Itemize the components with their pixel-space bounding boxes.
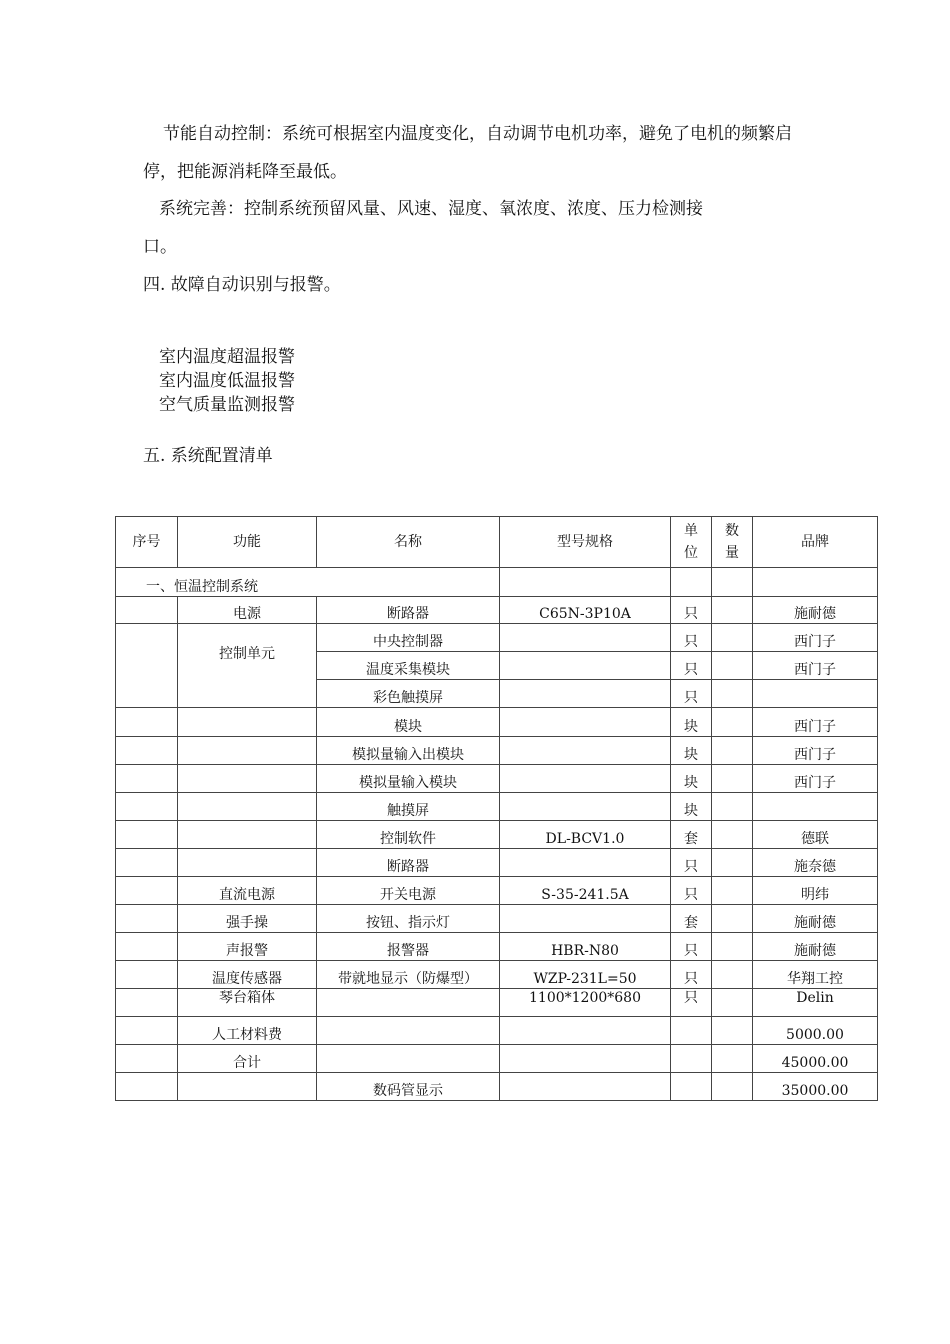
- table-row: [116, 849, 878, 877]
- cell-model: C65N-3P10A: [500, 597, 671, 624]
- cell-brand: [753, 680, 878, 708]
- cell-name: [317, 1017, 500, 1045]
- cell-func: [178, 1073, 317, 1101]
- cell-name: [317, 989, 500, 1017]
- cell-name: 模拟量输入出模块: [317, 737, 500, 765]
- table-row: [116, 877, 878, 905]
- table-group-row: [116, 568, 878, 597]
- cell-name: 断路器: [317, 597, 500, 624]
- header-brand: 品牌: [753, 517, 878, 568]
- cell-model: [500, 1073, 671, 1101]
- header-unit-b: 位: [684, 545, 698, 561]
- cell-func: [178, 793, 317, 821]
- cell-brand: 华翔工控: [753, 961, 878, 989]
- cell-model: [500, 708, 671, 737]
- cell-name: 中央控制器: [317, 624, 500, 652]
- cell-brand: 施奈德: [753, 849, 878, 877]
- cell-model: [500, 793, 671, 821]
- cell-brand: 施耐德: [753, 933, 878, 961]
- cell-name: 数码管显示: [317, 1073, 500, 1101]
- cell-unit: 只: [671, 680, 712, 708]
- cell-brand: 西门子: [753, 652, 878, 680]
- cell-unit: 只: [671, 877, 712, 905]
- header-model: 型号规格: [500, 517, 671, 568]
- cell-brand: Delin: [753, 989, 878, 1017]
- header-unit-a: 单: [684, 523, 698, 539]
- table-row: [116, 793, 878, 821]
- section-heading-4: 四. 故障自动识别与报警。: [143, 275, 341, 295]
- cell-func: 控制单元: [178, 624, 317, 708]
- header-func: 功能: [178, 517, 317, 568]
- cell-func: 声报警: [178, 933, 317, 961]
- cell-func: 合计: [178, 1045, 317, 1073]
- cell-func: [178, 821, 317, 849]
- table-row: [116, 989, 878, 1017]
- table-row: [116, 597, 878, 624]
- cell-name: 开关电源: [317, 877, 500, 905]
- cell-name: 模拟量输入模块: [317, 765, 500, 793]
- cell-model: S-35-241.5A: [500, 877, 671, 905]
- header-name: 名称: [317, 517, 500, 568]
- cell-model: DL-BCV1.0: [500, 821, 671, 849]
- cell-unit: 套: [671, 905, 712, 933]
- cell-brand: 德联: [753, 821, 878, 849]
- cell-model: [500, 849, 671, 877]
- paragraph-energy-line2: 停，把能源消耗降至最低。: [143, 162, 347, 182]
- header-seq: 序号: [116, 517, 178, 568]
- cell-name: 断路器: [317, 849, 500, 877]
- table-row: [116, 821, 878, 849]
- cell-func: 琴台箱体: [178, 989, 317, 1017]
- cell-func: 人工材料费: [178, 1017, 317, 1045]
- cell-name: 控制软件: [317, 821, 500, 849]
- table-row: [116, 1045, 878, 1073]
- table-row: [116, 624, 878, 652]
- header-qty: [712, 517, 753, 568]
- cell-name: 模块: [317, 708, 500, 737]
- paragraph-system-line2: 口。: [143, 237, 177, 257]
- cell-model: [500, 624, 671, 652]
- cell-model: 1100*1200*680: [500, 989, 671, 1017]
- cell-brand: 35000.00: [753, 1073, 878, 1101]
- table-header-row: [116, 517, 878, 568]
- cell-model: [500, 652, 671, 680]
- cell-name: 触摸屏: [317, 793, 500, 821]
- cell-brand: 明纬: [753, 877, 878, 905]
- cell-unit: 块: [671, 765, 712, 793]
- cell-func: 电源: [178, 597, 317, 624]
- table-row: [116, 1017, 878, 1045]
- cell-func: [178, 849, 317, 877]
- cell-brand: 西门子: [753, 624, 878, 652]
- cell-unit: 块: [671, 708, 712, 737]
- cell-name: 按钮、指示灯: [317, 905, 500, 933]
- cell-brand: 西门子: [753, 708, 878, 737]
- cell-unit: 块: [671, 737, 712, 765]
- cell-model: [500, 680, 671, 708]
- cell-brand: 45000.00: [753, 1045, 878, 1073]
- cell-func: 温度传感器: [178, 961, 317, 989]
- cell-brand: 西门子: [753, 737, 878, 765]
- cell-model: WZP-231L=50: [500, 961, 671, 989]
- alarm-item-3: 空气质量监测报警: [159, 395, 295, 415]
- cell-name: 温度采集模块: [317, 652, 500, 680]
- cell-func: [178, 737, 317, 765]
- cell-unit: 只: [671, 597, 712, 624]
- cell-name: 报警器: [317, 933, 500, 961]
- cell-name: 带就地显示（防爆型）: [317, 961, 500, 989]
- cell-model: HBR-N80: [500, 933, 671, 961]
- cell-name: [317, 1045, 500, 1073]
- cell-brand: 施耐德: [753, 597, 878, 624]
- header-qty-a: 数: [725, 523, 739, 539]
- table-row: [116, 708, 878, 737]
- cell-unit: [671, 1073, 712, 1101]
- cell-unit: [671, 1017, 712, 1045]
- section-heading-5: 五. 系统配置清单: [143, 446, 273, 466]
- cell-func: 直流电源: [178, 877, 317, 905]
- alarm-item-2: 室内温度低温报警: [159, 371, 295, 391]
- cell-func: [178, 708, 317, 737]
- cell-brand: 5000.00: [753, 1017, 878, 1045]
- cell-unit: 只: [671, 624, 712, 652]
- cell-model: [500, 737, 671, 765]
- table-row: [116, 933, 878, 961]
- cell-brand: 西门子: [753, 765, 878, 793]
- cell-unit: [671, 1045, 712, 1073]
- cell-unit: 块: [671, 793, 712, 821]
- header-unit: [671, 517, 712, 568]
- table-row: [116, 905, 878, 933]
- cell-func: [178, 765, 317, 793]
- cell-unit: 只: [671, 933, 712, 961]
- table-row: [116, 737, 878, 765]
- cell-brand: [753, 793, 878, 821]
- cell-unit: 只: [671, 849, 712, 877]
- cell-brand: 施耐德: [753, 905, 878, 933]
- cell-unit: 套: [671, 821, 712, 849]
- cell-model: [500, 765, 671, 793]
- alarm-item-1: 室内温度超温报警: [159, 347, 295, 367]
- cell-unit: 只: [671, 961, 712, 989]
- group-title: 一、恒温控制系统: [116, 568, 500, 597]
- table-row: [116, 1073, 878, 1101]
- header-qty-b: 量: [725, 545, 739, 561]
- paragraph-energy-line1: 节能自动控制：系统可根据室内温度变化，自动调节电机功率，避免了电机的频繁启: [163, 124, 792, 144]
- cell-model: [500, 1017, 671, 1045]
- cell-model: [500, 1045, 671, 1073]
- cell-unit: 只: [671, 989, 712, 1017]
- table-row: [116, 961, 878, 989]
- cell-model: [500, 905, 671, 933]
- config-table: [115, 516, 878, 1101]
- cell-func: 强手操: [178, 905, 317, 933]
- table-row: [116, 765, 878, 793]
- paragraph-system-line1: 系统完善：控制系统预留风量、风速、湿度、氧浓度、浓度、压力检测接: [159, 199, 703, 219]
- cell-unit: 只: [671, 652, 712, 680]
- cell-name: 彩色触摸屏: [317, 680, 500, 708]
